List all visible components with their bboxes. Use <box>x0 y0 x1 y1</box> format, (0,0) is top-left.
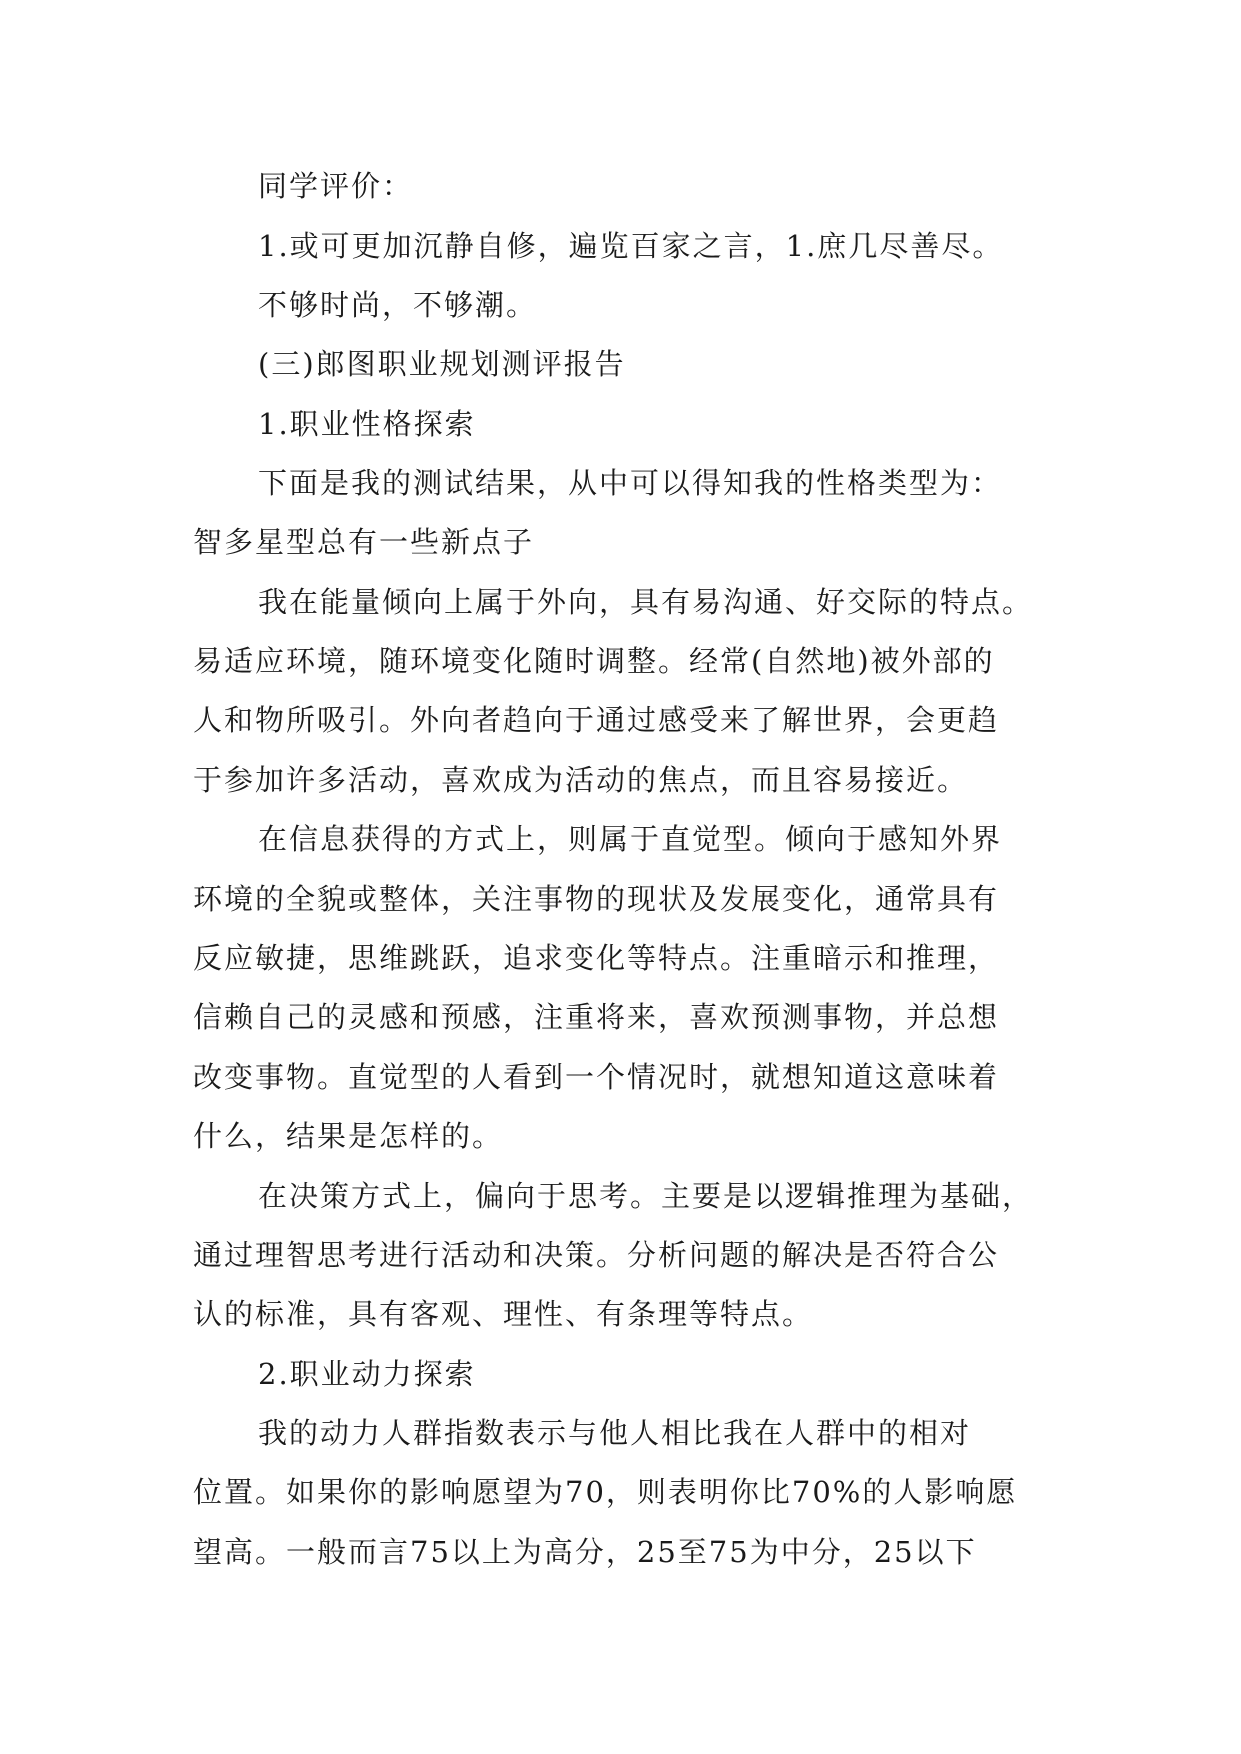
paragraph-line: 认的标准，具有客观、理性、有条理等特点。 <box>193 1297 814 1331</box>
paragraph-line: 易适应环境，随环境变化随时调整。经常(自然地)被外部的 <box>193 644 995 678</box>
paragraph-line: 环境的全貌或整体，关注事物的现状及发展变化，通常具有 <box>193 882 1000 916</box>
paragraph-line: 不够时尚，不够潮。 <box>258 288 538 322</box>
paragraph-line: 智多星型总有一些新点子 <box>193 525 535 559</box>
paragraph-line: 在决策方式上，偏向于思考。主要是以逻辑推理为基础， <box>258 1179 1034 1213</box>
paragraph-line: 于参加许多活动，喜欢成为活动的焦点，而且容易接近。 <box>193 763 969 797</box>
paragraph-line: 下面是我的测试结果，从中可以得知我的性格类型为： <box>258 466 1003 500</box>
paragraph-line: 1.或可更加沉静自修，遍览百家之言，1.庶几尽善尽。 <box>258 229 1004 263</box>
paragraph-line: 反应敏捷，思维跳跃，追求变化等特点。注重暗示和推理， <box>193 941 1000 975</box>
paragraph-line: 位置。如果你的影响愿望为70，则表明你比70%的人影响愿 <box>193 1475 1018 1509</box>
paragraph-line: 人和物所吸引。外向者趋向于通过感受来了解世界，会更趋 <box>193 703 1000 737</box>
paragraph-line: 什么，结果是怎样的。 <box>193 1119 504 1153</box>
paragraph-line: 我在能量倾向上属于外向，具有易沟通、好交际的特点。 <box>258 585 1034 619</box>
section-heading: (三)郎图职业规划测评报告 <box>258 347 626 381</box>
paragraph-line: 信赖自己的灵感和预感，注重将来，喜欢预测事物，并总想 <box>193 1000 1000 1034</box>
paragraph-line: 在信息获得的方式上，则属于直觉型。倾向于感知外界 <box>258 822 1003 856</box>
subsection-heading: 2.职业动力探索 <box>258 1357 476 1391</box>
paragraph-line: 通过理智思考进行活动和决策。分析问题的解决是否符合公 <box>193 1238 1000 1272</box>
peer-review-heading: 同学评价： <box>258 169 414 203</box>
paragraph-line: 望高。一般而言75以上为高分，25至75为中分，25以下 <box>193 1535 977 1569</box>
paragraph-line: 改变事物。直觉型的人看到一个情况时，就想知道这意味着 <box>193 1060 1000 1094</box>
paragraph-line: 我的动力人群指数表示与他人相比我在人群中的相对 <box>258 1416 972 1450</box>
subsection-heading: 1.职业性格探索 <box>258 407 476 441</box>
